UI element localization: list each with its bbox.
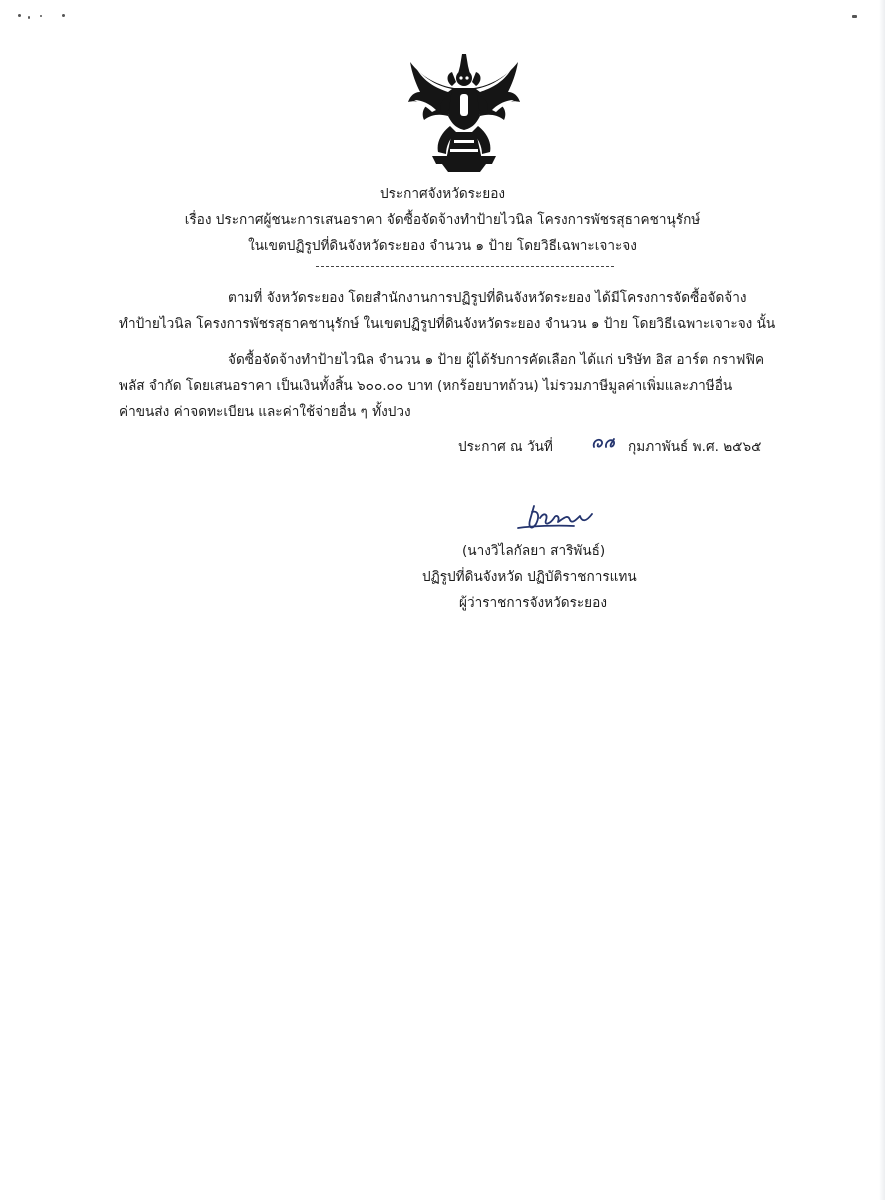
para1-line1: ตามที่ จังหวัดระยอง โดยสำนักงานการปฏิรูปที่ดินจังหวัดระยอง ได้มีโครงการจัดซื้อจัดจ้าง [228, 290, 747, 306]
signer-position-2: ผู้ว่าราชการจังหวัดระยอง [459, 595, 607, 611]
date-month-year: กุมภาพันธ์ พ.ศ. ๒๕๖๕ [628, 439, 762, 455]
separator-line [316, 266, 614, 267]
subject-line-2: ในเขตปฏิรูปที่ดินจังหวัดระยอง จำนวน ๑ ป้าย โดยวิธีเฉพาะเจาะจง [248, 238, 637, 254]
scan-speck [28, 16, 30, 19]
announcer-title: ประกาศจังหวัดระยอง [379, 186, 506, 202]
garuda-emblem-icon [402, 52, 526, 174]
subject-line-1: เรื่อง ประกาศผู้ชนะการเสนอราคา จัดซื้อจัดจ้างทำป้ายไวนิล โครงการพัชรสุธาคชานุรักษ์ [184, 212, 701, 228]
scan-speck [62, 14, 65, 17]
para2-line3: ค่าขนส่ง ค่าจดทะเบียน และค่าใช้จ่ายอื่น ๆ ทั้งปวง [119, 404, 411, 420]
para1-line2: ทำป้ายไวนิล โครงการพัชรสุธาคชานุรักษ์ ในเขตปฏิรูปที่ดินจังหวัดระยอง จำนวน ๑ ป้าย โดยวิธีเฉพาะเจาะจง นั้น [119, 316, 776, 332]
scan-speck [852, 15, 857, 18]
signer-name: (นางวิไลกัลยา สาริพันธ์) [462, 543, 606, 559]
date-label: ประกาศ ณ วันที่ [458, 439, 553, 455]
handwritten-day [590, 433, 620, 453]
signer-position-1: ปฏิรูปที่ดินจังหวัด ปฏิบัติราชการแทน [422, 569, 637, 585]
scan-edge-shadow [879, 0, 885, 1200]
scan-speck [40, 15, 42, 17]
scan-speck [18, 14, 21, 17]
handwritten-signature [512, 500, 596, 536]
para2-line2: พลัส จำกัด โดยเสนอราคา เป็นเงินทั้งสิ้น ๖๐๐.๐๐ บาท (หกร้อยบาทถ้วน) ไม่รวมภาษีมูลค่าเพิ่มและภาษีอื่น [119, 378, 733, 394]
para2-line1: จัดซื้อจัดจ้างทำป้ายไวนิล จำนวน ๑ ป้าย ผู้ได้รับการคัดเลือก ได้แก่ บริษัท อิส อาร์ต กราฟฟิค [228, 352, 765, 368]
